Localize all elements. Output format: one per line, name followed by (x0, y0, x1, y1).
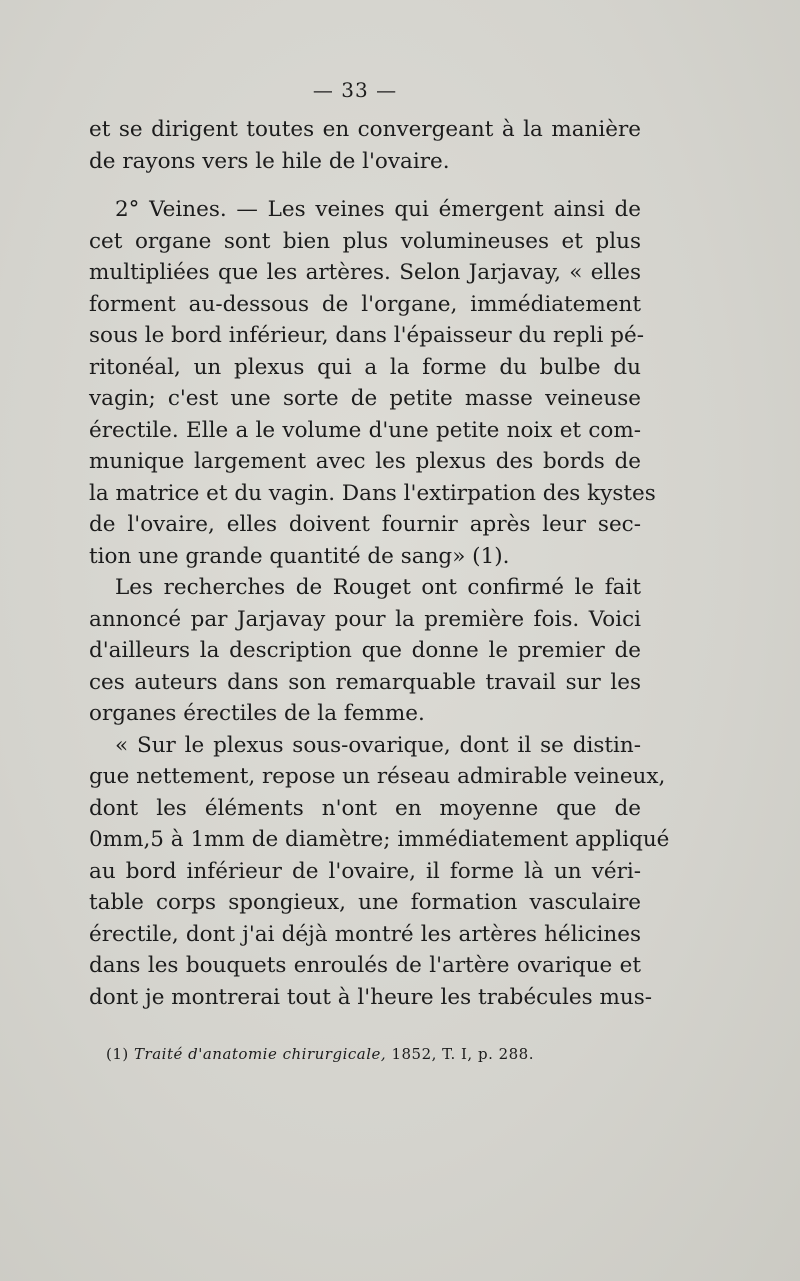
text-line: ces auteurs dans son remarquable travail sur les (89, 669, 641, 695)
text-line: d'ailleurs la description que donne le premier de (89, 638, 641, 663)
text-line: érectile. Elle a le volume d'une petite noix et com- (89, 417, 641, 443)
text-line: érectile, dont j'ai déjà montré les artères hélicines (89, 921, 641, 947)
text-line: et se dirigent toutes en convergeant à la manière (89, 117, 641, 142)
text-line: dont les éléments n'ont en moyenne que de (89, 795, 641, 821)
text-line: forment au-dessous de l'organe, immédiatement (89, 291, 641, 317)
text-line: Les recherches de Rouget ont confirmé le fait (115, 575, 641, 600)
text-line: vagin; c'est une sorte de petite masse veineuse (89, 386, 641, 411)
text-line: tion une grande quantité de sang» (1). (89, 543, 510, 569)
footnote-reference: 1852, T. I, p. 288. (391, 1045, 534, 1063)
text-line: dont je montrerai tout à l'heure les trabécules mus- (89, 984, 653, 1010)
text-line: dans les bouquets enroulés de l'artère ovarique et (89, 953, 641, 978)
text-line: de rayons vers le hile de l'ovaire. (89, 148, 450, 174)
text-line: ritonéal, un plexus qui a la forme du bulbe du (89, 354, 641, 380)
text-line: multipliées que les artères. Selon Jarjavay, « elles (89, 260, 641, 285)
footnote-title: Traité d'anatomie chirurgicale, (134, 1045, 387, 1063)
text-line: la matrice et du vagin. Dans l'extirpation des kystes (89, 480, 656, 506)
text-line: cet organe sont bien plus volumineuses et plus (89, 228, 641, 254)
body-text (89, 114, 670, 1013)
page-number: — 33 — (312, 78, 398, 102)
text-line: annoncé par Jarjavay pour la première fois. Voici (89, 606, 641, 632)
footnote-marker: (1) (106, 1045, 129, 1063)
text-line: sous le bord inférieur, dans l'épaisseur du repli pé- (89, 323, 644, 348)
text-line: gue nettement, repose un réseau admirable veineux, (89, 764, 666, 789)
text-line: munique largement avec les plexus des bords de (89, 449, 641, 474)
text-line: 2° Veines. — Les veines qui émergent ainsi de (115, 197, 641, 222)
text-line: au bord inférieur de l'ovaire, il forme là un véri- (89, 858, 641, 884)
footnote (106, 1045, 534, 1063)
text-line: organes érectiles de la femme. (89, 701, 425, 726)
text-line: « Sur le plexus sous-ovarique, dont il se distin- (115, 732, 641, 758)
text-line: table corps spongieux, une formation vasculaire (89, 890, 641, 915)
text-line: 0mm,5 à 1mm de diamètre; immédiatement appliqué (89, 827, 670, 852)
text-line: de l'ovaire, elles doivent fournir après leur sec- (89, 512, 641, 537)
